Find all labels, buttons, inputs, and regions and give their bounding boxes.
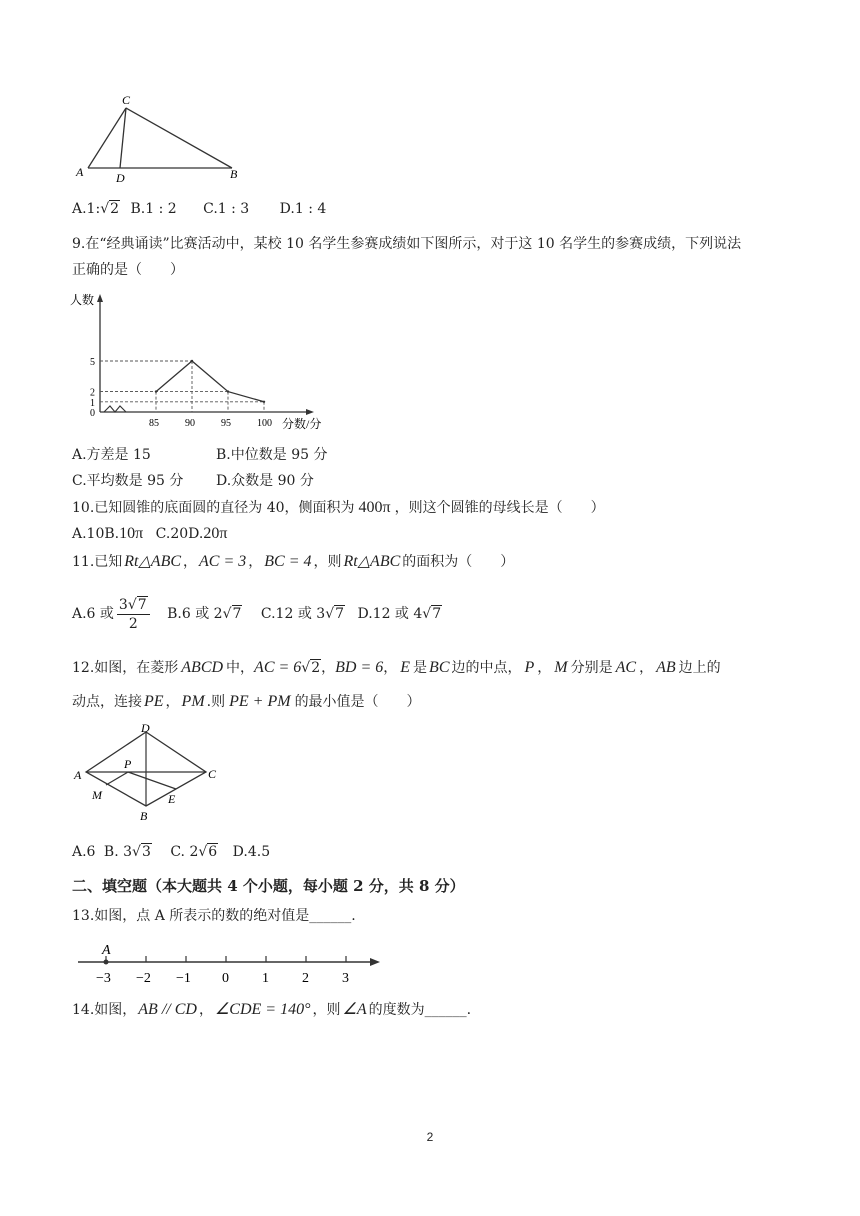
q8-options — [72, 199, 326, 219]
q12-stem-line2: 动点，连接 PE ， PM .则 PE + PM 的最小值是（ ） — [72, 693, 421, 710]
q13-stem: 13.如图，点 A 所表示的数的绝对值是______. — [72, 908, 356, 924]
y-tick-label: 5 — [90, 357, 95, 368]
label-d: D — [141, 722, 150, 735]
q8-option-a: A.1:√2 — [72, 201, 120, 217]
y-axis-label: 人数 — [70, 293, 95, 307]
label-a: A — [74, 768, 82, 782]
q11-stem: 11.已知 Rt△ABC ， AC = 3 ， BC = 4 ，则 Rt△ABC 的面积为（ ） — [72, 553, 515, 570]
q12-option-c: C. 2√6 — [170, 844, 218, 860]
x-tick-label: 100 — [257, 418, 272, 429]
q9-option-d: D.众数是 90 分 — [216, 473, 314, 489]
q8-option-c: C.1 : 3 — [203, 201, 250, 217]
side-cb — [126, 108, 232, 168]
number-line-tick-label: 2 — [302, 971, 309, 986]
axis-break — [104, 406, 126, 412]
q12-stem-line1: 12.如图，在菱形 ABCD 中，AC = 6√2，BD = 6， E 是 BC 边的中点， P ， M 分别是 AC ， AB 边上的 — [72, 659, 721, 676]
q10-option-d: D.20π — [188, 525, 228, 542]
q10-options — [72, 524, 227, 544]
label-p: P — [124, 757, 132, 771]
label-b: B — [230, 167, 238, 181]
number-line-tick-label: −1 — [176, 971, 191, 986]
x-tick-label: 90 — [185, 418, 195, 429]
label-a: A — [76, 165, 84, 179]
page-number: 2 — [426, 1130, 434, 1144]
number-line-tick-label: −2 — [136, 971, 151, 986]
q12-option-b: B. 3√3 — [103, 844, 151, 860]
q8-option-d: D.1 : 4 — [279, 201, 327, 217]
q12-option-a: A.6 — [72, 844, 96, 860]
q10-option-a: A.10 — [72, 526, 105, 542]
q14-stem: 14.如图， AB // CD ， ∠CDE = 140° ，则 ∠A 的度数为______. — [72, 1001, 472, 1018]
q10-option-b: B.10π — [104, 525, 144, 542]
data-point — [263, 401, 265, 403]
q9-option-c: C.平均数是 95 分 — [72, 473, 184, 489]
x-tick-label: 85 — [149, 418, 159, 429]
q10-option-c: C.20 — [155, 526, 189, 542]
q11-option-d: D.12 或 4√7 — [357, 606, 442, 622]
q9-stem-line1: 9.在“经典诵读”比赛活动中，某校 10 名学生参赛成绩如下图所示，对于这 10 名学生的参赛成绩，下列说法 — [72, 236, 742, 252]
q10-stem: 10.已知圆锥的底面圆的直径为 40，侧面积为 400π ，则这个圆锥的母线长是（ ） — [72, 499, 605, 516]
data-series-line — [156, 361, 264, 402]
x-tick-label: 95 — [221, 418, 231, 429]
q11-option-a: A.6 或 $\frac{3√7}{2}$ — [72, 606, 153, 622]
q9-line-chart — [70, 290, 340, 435]
label-b: B — [140, 809, 148, 823]
data-point — [191, 360, 193, 362]
q9-option-b: B.中位数是 95 分 — [216, 447, 328, 463]
y-tick-label: 2 — [90, 387, 95, 399]
label-c: C — [122, 93, 131, 107]
q11-options — [72, 592, 442, 636]
number-line-arrow — [370, 958, 380, 966]
q8-option-b: B.1 : 2 — [130, 201, 177, 217]
q9-options-row1 — [72, 445, 327, 465]
q11-option-b: B.6 或 2√7 — [167, 606, 242, 622]
number-line-tick-label: 1 — [262, 971, 269, 986]
q11-option-c: C.12 或 3√7 — [260, 606, 345, 622]
number-line-tick-label: 3 — [342, 971, 349, 986]
triangle-figure — [70, 88, 250, 188]
label-e: E — [168, 792, 176, 806]
q12-options — [72, 842, 270, 862]
data-point — [227, 390, 229, 392]
label-c: C — [208, 767, 217, 781]
y-axis-arrow — [97, 294, 103, 302]
label-m: M — [92, 788, 102, 802]
rhombus-figure — [70, 722, 230, 824]
segment-pm — [106, 772, 128, 785]
y-tick-label: 1 — [90, 397, 95, 409]
segment-pe — [128, 772, 176, 789]
number-line — [70, 938, 390, 992]
point-a-label: A — [102, 943, 111, 958]
data-point — [155, 390, 157, 392]
label-d: D — [116, 171, 125, 185]
number-line-tick-label: −3 — [96, 971, 111, 986]
q9-options-row2 — [72, 471, 314, 491]
q9-option-a: A.方差是 15 — [72, 447, 151, 463]
x-axis-label: 分数/分 — [282, 417, 322, 431]
q12-option-d: D.4.5 — [232, 844, 271, 860]
y-tick-label: 0 — [90, 408, 95, 419]
q9-stem-line2: 正确的是（ ） — [72, 262, 184, 278]
section-heading: 二、填空题（本大题共 4 个小题，每小题 2 分，共 8 分） — [72, 877, 465, 895]
number-line-tick-label: 0 — [222, 971, 229, 986]
x-axis-arrow — [306, 409, 314, 415]
